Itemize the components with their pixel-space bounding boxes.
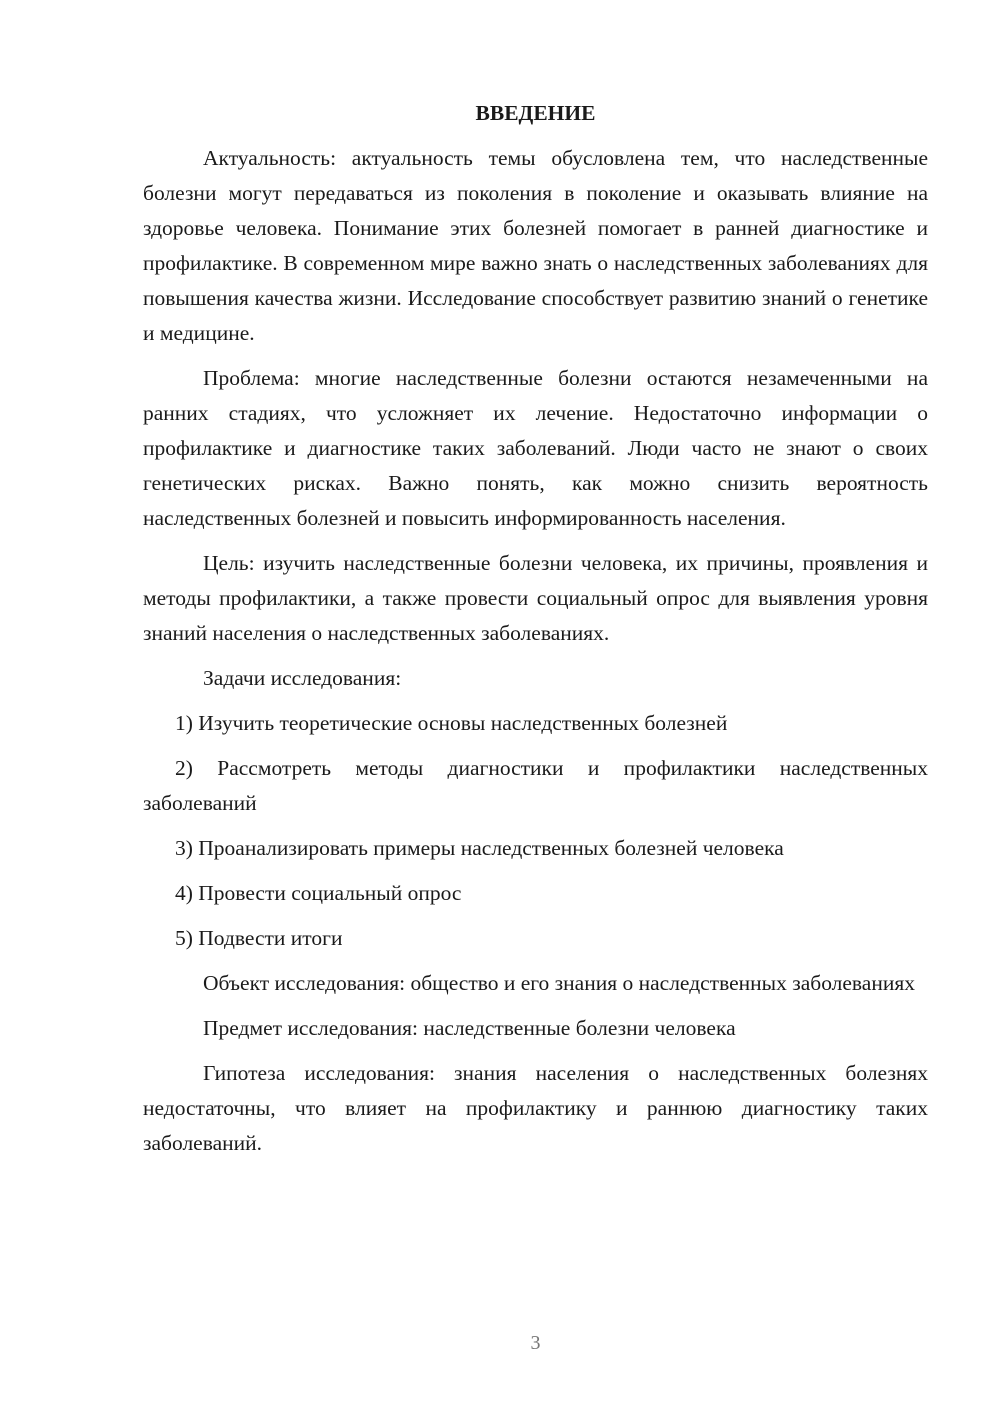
tasks-list bbox=[143, 706, 928, 956]
page-number: 3 bbox=[530, 1332, 541, 1354]
hypothesis-paragraph: Гипотеза исследования: знания населения о наследственных болезнях недостаточны, что влияет на профилактику и раннюю диагностику таких заболеваний. bbox=[143, 1061, 928, 1155]
list-item: 5) Подвести итоги bbox=[175, 926, 343, 950]
page-content bbox=[143, 96, 928, 1171]
list-item: 4) Провести социальный опрос bbox=[175, 881, 462, 905]
list-item: 3) Проанализировать примеры наследственных болезней человека bbox=[175, 836, 784, 860]
subject-paragraph: Предмет исследования: наследственные болезни человека bbox=[203, 1016, 736, 1040]
object-paragraph: Объект исследования: общество и его знания о наследственных заболеваниях bbox=[203, 971, 915, 995]
list-item: 1) Изучить теоретические основы наследственных болезней bbox=[175, 711, 728, 735]
page-title: ВВЕДЕНИЕ bbox=[475, 101, 596, 125]
tasks-heading: Задачи исследования: bbox=[203, 666, 402, 690]
relevance-paragraph: Актуальность: актуальность темы обусловлена тем, что наследственные болезни могут передаваться из поколения в поколение и оказывать влияние на здоровье человека. Понимание этих болезней помогает в ранней диагностике и профилактике. В современном мире важно знать о наследственных заболеваниях для повышения качества жизни. Исследование способствует развитию знаний о генетике и медицине. bbox=[143, 146, 928, 345]
list-item: 2) Рассмотреть методы диагностики и профилактики наследственных заболеваний bbox=[143, 756, 928, 815]
goal-paragraph: Цель: изучить наследственные болезни человека, их причины, проявления и методы профилактики, а также провести социальный опрос для выявления уровня знаний населения о наследственных заболеваниях. bbox=[143, 551, 928, 645]
problem-paragraph: Проблема: многие наследственные болезни остаются незамеченными на ранних стадиях, что усложняет их лечение. Недостаточно информации о профилактике и диагностике таких заболеваний. Люди часто не знают о своих генетических рисках. Важно понять, как можно снизить вероятность наследственных болезней и повысить информированность населения. bbox=[143, 366, 928, 530]
